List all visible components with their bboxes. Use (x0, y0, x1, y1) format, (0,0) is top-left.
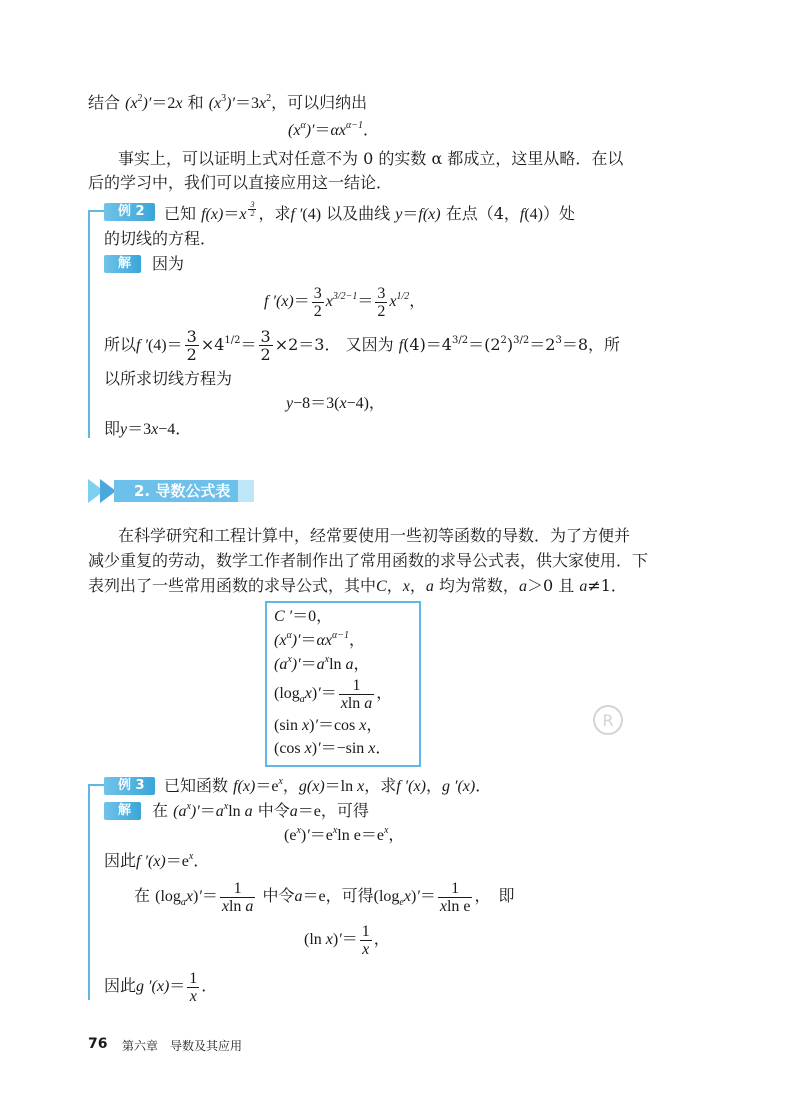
fact-line-1: 事实上，可以证明上式对任意不为 0 的实数 α 都成立，这里从略．在以 (118, 149, 624, 168)
example3-step-1: 在 $(a^x)'=a^x\ln$ a 中令a＝e，可得 (152, 801, 369, 820)
power-rule-formula: $(x^\alpha)'=\alpha x^{\alpha-1}$． (288, 120, 380, 139)
example3-bracket-top (88, 784, 104, 786)
formula-power: $(x^\alpha)'=\alpha x^{\alpha-1}$， (274, 630, 366, 649)
example2-so-line: 所以f ′(4)＝ $\frac{3}{2}$ $\times 4^{1/2}=$ $\frac{3}{2}$ ×2＝3． 又因为 $f(4)=4^{3/2}=(2^2)^{3/2}=2^3=8$，所 (104, 327, 621, 364)
example2-tangent-equation: y−8＝3(x−4)， (286, 395, 385, 412)
example2-because: 因为 (152, 254, 185, 273)
example3-step-2: 在 $(\log_ax)'=$ $\frac{1}{\text{xln a}}$ 中令a＝e，可得$(\log_ex)'=$ $\frac{1}{\text{xln e}}$ ， 即 (134, 879, 515, 915)
example2-solution-tag: 解 (104, 255, 141, 273)
intro-line-1: 结合 $(x^2)'=2x$ 和 $(x^3)'=3x^2$，可以归纳出 (88, 93, 368, 112)
formula-sine: (sin x)′＝cos x， (274, 717, 383, 734)
example2-bracket-top (88, 210, 104, 212)
example2-derivative-formula: f ′(x)＝ $\frac{3}{2}$ $x^{3/2-1}=$ $\frac{3}{2}$ $x^{1/2}$， (264, 284, 426, 320)
example2-result: 即y＝3x−4． (104, 419, 192, 438)
watermark-logo (560, 700, 630, 740)
page-number: 76 (88, 1036, 108, 1052)
example3-solution-tag: 解 (104, 802, 141, 820)
example2-question-1: 已知 f(x)＝x $^{\frac{3}{2}}$ ，求f ′(4) 以及曲线 y＝f(x) 在点（4，f(4)）处 (164, 200, 575, 223)
example2-tag: 例 2 (104, 203, 155, 221)
formula-constant: C ′＝0， (274, 608, 333, 625)
section-paragraph-1: 在科学研究和工程计算中，经常要使用一些初等函数的导数．为了方便并 (118, 526, 631, 545)
example3-log-result: (ln x)′＝ $\frac{1}{x}$ ， (304, 922, 390, 958)
example2-tangent-intro: 以所求切线方程为 (104, 369, 233, 388)
fact-line-2: 后的学习中，我们可以直接应用这一结论． (88, 173, 393, 192)
chapter-title: 第六章 导数及其应用 (122, 1039, 243, 1053)
section-paragraph-2: 减少重复的劳动，数学工作者制作出了常用函数的求导公式表，供大家使用．下 (88, 551, 649, 570)
formula-cosine: (cos x)′＝−sin x． (274, 740, 392, 757)
example3-question: 已知函数 $f(x)=e^x$，g(x)＝ln x，求f ′(x)，g ′(x)． (164, 776, 492, 795)
example2-question-2: 的切线的方程． (104, 229, 217, 248)
formula-logarithm: $(\log_ax)'=$ $\frac{1}{\text{xln a}}$ ， (274, 676, 393, 712)
formula-exponential: $(a^x)'=a^x\ln$ a， (274, 654, 370, 673)
example3-bracket (88, 784, 90, 1000)
example3-hence-2: 因此g ′(x)＝ $\frac{1}{x}$ ． (104, 969, 218, 1005)
example3-hence-1: 因此f $'(x)=e^x$． (104, 851, 210, 870)
example3-tag: 例 3 (104, 777, 155, 795)
example2-bracket (88, 210, 90, 438)
section-title: 2. 导数公式表 (134, 482, 231, 500)
example3-exp-result: $(e^x)'=e^x\ln$ $e=e^x$， (284, 825, 405, 844)
section-paragraph-3: 表列出了一些常用函数的求导公式，其中C，x，a 均为常数，a＞0 且 a≠1． (88, 576, 627, 595)
svg-text:R: R (602, 711, 614, 730)
